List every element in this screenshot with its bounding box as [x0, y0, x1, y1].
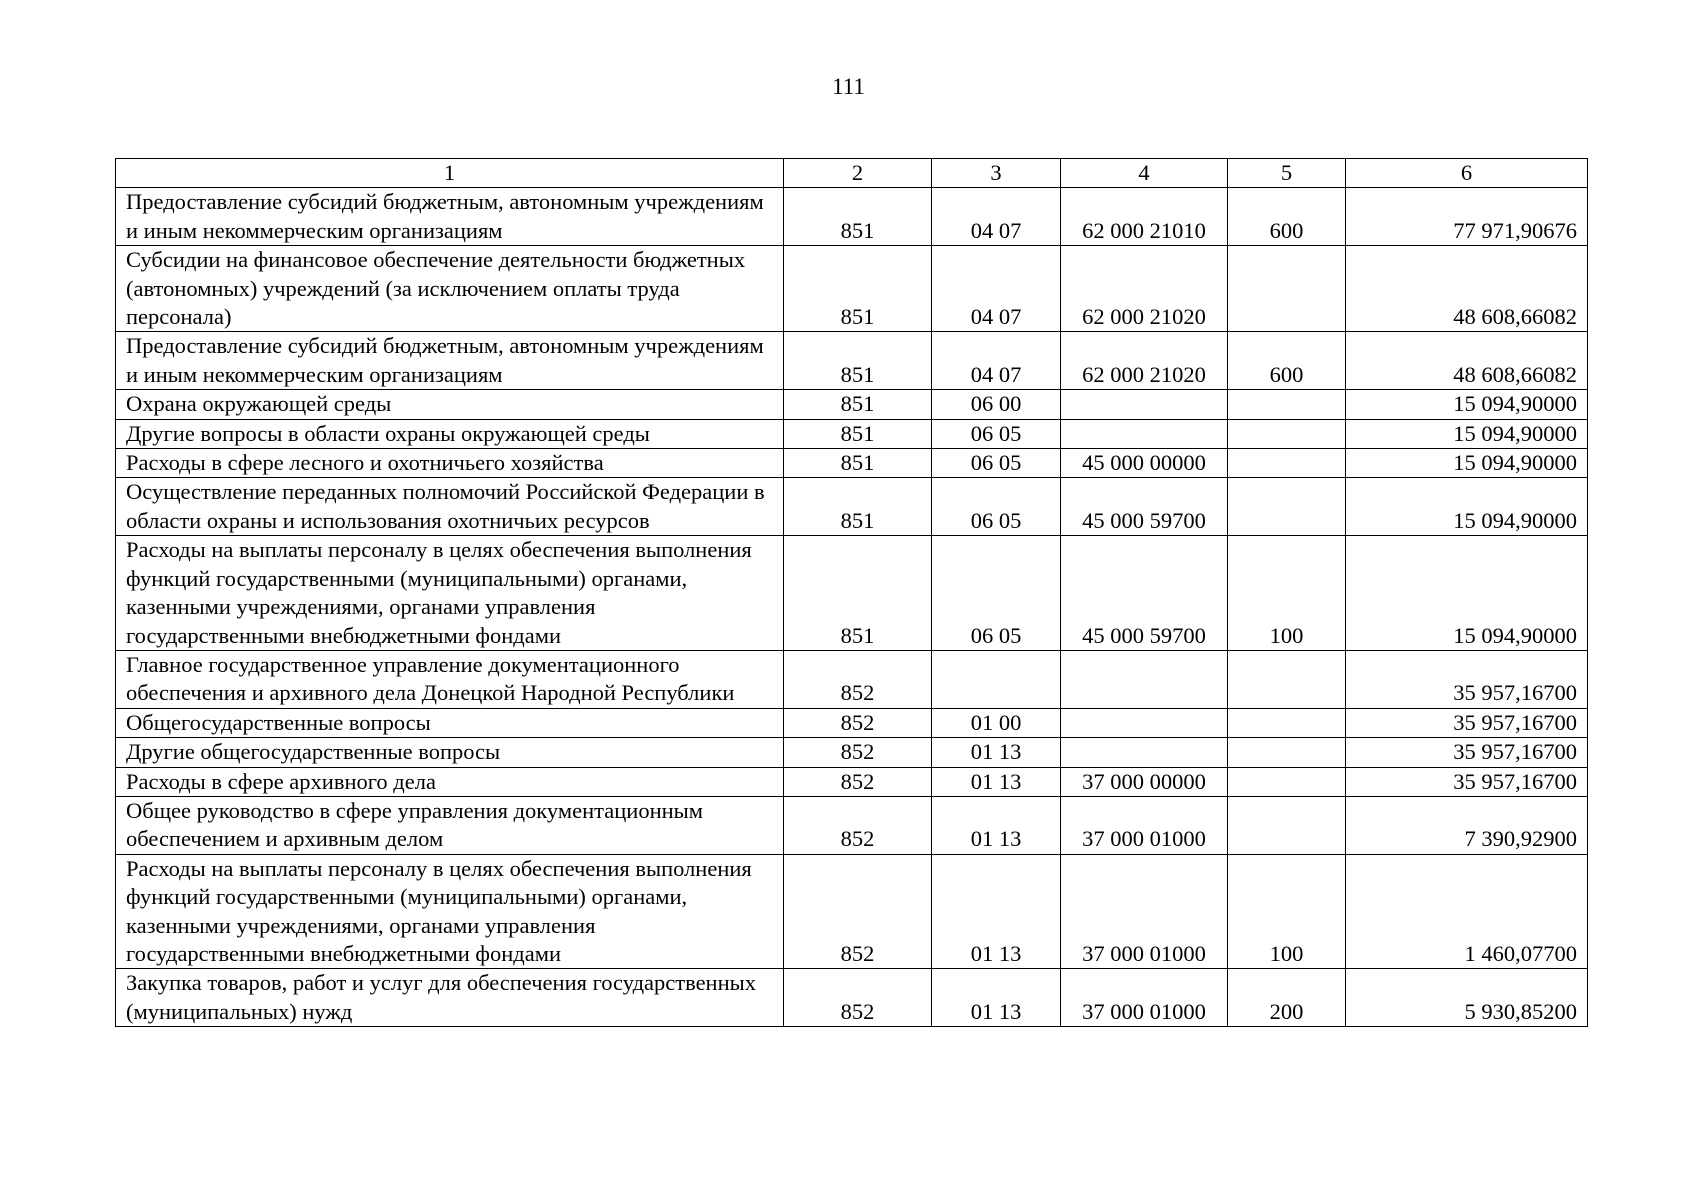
target-code-cell — [1061, 708, 1228, 737]
header-cell-5: 5 — [1228, 159, 1346, 188]
expense-type-cell — [1228, 796, 1346, 854]
table-row — [116, 796, 1588, 854]
ministry-code-cell: 852 — [784, 708, 932, 737]
amount-cell: 15 094,90000 — [1346, 449, 1588, 478]
amount-cell: 15 094,90000 — [1346, 419, 1588, 448]
section-code-cell: 04 07 — [932, 188, 1061, 246]
target-code-cell — [1061, 738, 1228, 767]
expense-name-cell: Предоставление субсидий бюджетным, автономным учреждениям и иным некоммерческим организациям — [116, 188, 784, 246]
expense-type-cell — [1228, 390, 1346, 419]
header-cell-2: 2 — [784, 159, 932, 188]
target-code-cell: 62 000 21010 — [1061, 188, 1228, 246]
table-row — [116, 969, 1588, 1027]
section-code-cell: 01 13 — [932, 738, 1061, 767]
ministry-code-cell: 852 — [784, 796, 932, 854]
header-cell-3: 3 — [932, 159, 1061, 188]
amount-cell: 7 390,92900 — [1346, 796, 1588, 854]
expense-name-cell: Охрана окружающей среды — [116, 390, 784, 419]
expense-name-cell: Расходы в сфере архивного дела — [116, 767, 784, 796]
expense-type-cell — [1228, 246, 1346, 332]
amount-cell: 5 930,85200 — [1346, 969, 1588, 1027]
amount-cell: 1 460,07700 — [1346, 854, 1588, 969]
ministry-code-cell: 851 — [784, 419, 932, 448]
page-number: 111 — [832, 74, 865, 99]
header-row — [116, 159, 1588, 188]
expense-name-cell: Расходы в сфере лесного и охотничьего хозяйства — [116, 449, 784, 478]
amount-cell: 15 094,90000 — [1346, 478, 1588, 536]
amount-cell: 35 957,16700 — [1346, 767, 1588, 796]
ministry-code-cell: 851 — [784, 536, 932, 651]
amount-cell: 48 608,66082 — [1346, 246, 1588, 332]
target-code-cell: 62 000 21020 — [1061, 246, 1228, 332]
table-row — [116, 708, 1588, 737]
target-code-cell — [1061, 650, 1228, 708]
expense-type-cell — [1228, 738, 1346, 767]
table-row — [116, 188, 1588, 246]
target-code-cell: 37 000 00000 — [1061, 767, 1228, 796]
section-code-cell: 06 05 — [932, 478, 1061, 536]
table-row — [116, 650, 1588, 708]
expense-type-cell: 100 — [1228, 854, 1346, 969]
section-code-cell: 06 05 — [932, 449, 1061, 478]
expense-type-cell — [1228, 449, 1346, 478]
table-row — [116, 536, 1588, 651]
amount-cell: 77 971,90676 — [1346, 188, 1588, 246]
target-code-cell: 62 000 21020 — [1061, 332, 1228, 390]
target-code-cell: 45 000 59700 — [1061, 478, 1228, 536]
target-code-cell: 45 000 00000 — [1061, 449, 1228, 478]
amount-cell: 35 957,16700 — [1346, 738, 1588, 767]
expense-type-cell — [1228, 708, 1346, 737]
section-code-cell: 04 07 — [932, 246, 1061, 332]
section-code-cell: 01 13 — [932, 969, 1061, 1027]
target-code-cell — [1061, 419, 1228, 448]
table-row — [116, 738, 1588, 767]
section-code-cell: 06 00 — [932, 390, 1061, 419]
amount-cell: 15 094,90000 — [1346, 536, 1588, 651]
target-code-cell: 45 000 59700 — [1061, 536, 1228, 651]
expense-name-cell: Главное государственное управление документационного обеспечения и архивного дела Донецкой Народной Республики — [116, 650, 784, 708]
section-code-cell: 01 13 — [932, 796, 1061, 854]
header-cell-1: 1 — [116, 159, 784, 188]
target-code-cell: 37 000 01000 — [1061, 969, 1228, 1027]
amount-cell: 35 957,16700 — [1346, 650, 1588, 708]
ministry-code-cell: 851 — [784, 478, 932, 536]
table-body — [116, 188, 1588, 1027]
ministry-code-cell: 851 — [784, 246, 932, 332]
expense-type-cell: 600 — [1228, 188, 1346, 246]
section-code-cell: 06 05 — [932, 536, 1061, 651]
ministry-code-cell: 852 — [784, 738, 932, 767]
target-code-cell: 37 000 01000 — [1061, 854, 1228, 969]
expense-type-cell — [1228, 767, 1346, 796]
section-code-cell: 01 13 — [932, 767, 1061, 796]
ministry-code-cell: 852 — [784, 854, 932, 969]
expense-name-cell: Расходы на выплаты персоналу в целях обеспечения выполнения функций государственными (муниципальными) органами, казенными учреждениями, органами управления государственными внебюджетными фондами — [116, 536, 784, 651]
table-row — [116, 478, 1588, 536]
target-code-cell — [1061, 390, 1228, 419]
expense-name-cell: Общегосударственные вопросы — [116, 708, 784, 737]
expense-type-cell: 200 — [1228, 969, 1346, 1027]
ministry-code-cell: 852 — [784, 767, 932, 796]
table-row — [116, 767, 1588, 796]
ministry-code-cell: 851 — [784, 390, 932, 419]
ministry-code-cell: 852 — [784, 650, 932, 708]
table-row — [116, 419, 1588, 448]
header-cell-6: 6 — [1346, 159, 1588, 188]
header-cell-4: 4 — [1061, 159, 1228, 188]
table-row — [116, 246, 1588, 332]
expense-name-cell: Предоставление субсидий бюджетным, автономным учреждениям и иным некоммерческим организациям — [116, 332, 784, 390]
table-row — [116, 854, 1588, 969]
section-code-cell: 04 07 — [932, 332, 1061, 390]
ministry-code-cell: 851 — [784, 332, 932, 390]
target-code-cell: 37 000 01000 — [1061, 796, 1228, 854]
expense-type-cell: 100 — [1228, 536, 1346, 651]
amount-cell: 15 094,90000 — [1346, 390, 1588, 419]
expense-name-cell: Другие общегосударственные вопросы — [116, 738, 784, 767]
section-code-cell — [932, 650, 1061, 708]
expense-name-cell: Общее руководство в сфере управления документационным обеспечением и архивным делом — [116, 796, 784, 854]
amount-cell: 48 608,66082 — [1346, 332, 1588, 390]
expense-name-cell: Закупка товаров, работ и услуг для обеспечения государственных (муниципальных) нужд — [116, 969, 784, 1027]
expense-name-cell: Расходы на выплаты персоналу в целях обеспечения выполнения функций государственными (муниципальными) органами, казенными учреждениями, органами управления государственными внебюджетными фондами — [116, 854, 784, 969]
expense-name-cell: Осуществление переданных полномочий Российской Федерации в области охраны и использования охотничьих ресурсов — [116, 478, 784, 536]
table-row — [116, 449, 1588, 478]
table-row — [116, 390, 1588, 419]
ministry-code-cell: 852 — [784, 969, 932, 1027]
expense-name-cell: Другие вопросы в области охраны окружающей среды — [116, 419, 784, 448]
section-code-cell: 01 00 — [932, 708, 1061, 737]
expense-type-cell — [1228, 478, 1346, 536]
table-row — [116, 332, 1588, 390]
expense-type-cell: 600 — [1228, 332, 1346, 390]
section-code-cell: 01 13 — [932, 854, 1061, 969]
expense-name-cell: Субсидии на финансовое обеспечение деятельности бюджетных (автономных) учреждений (за исключением оплаты труда персонала) — [116, 246, 784, 332]
expense-type-cell — [1228, 419, 1346, 448]
ministry-code-cell: 851 — [784, 188, 932, 246]
amount-cell: 35 957,16700 — [1346, 708, 1588, 737]
expense-type-cell — [1228, 650, 1346, 708]
section-code-cell: 06 05 — [932, 419, 1061, 448]
budget-table — [115, 158, 1588, 1027]
ministry-code-cell: 851 — [784, 449, 932, 478]
